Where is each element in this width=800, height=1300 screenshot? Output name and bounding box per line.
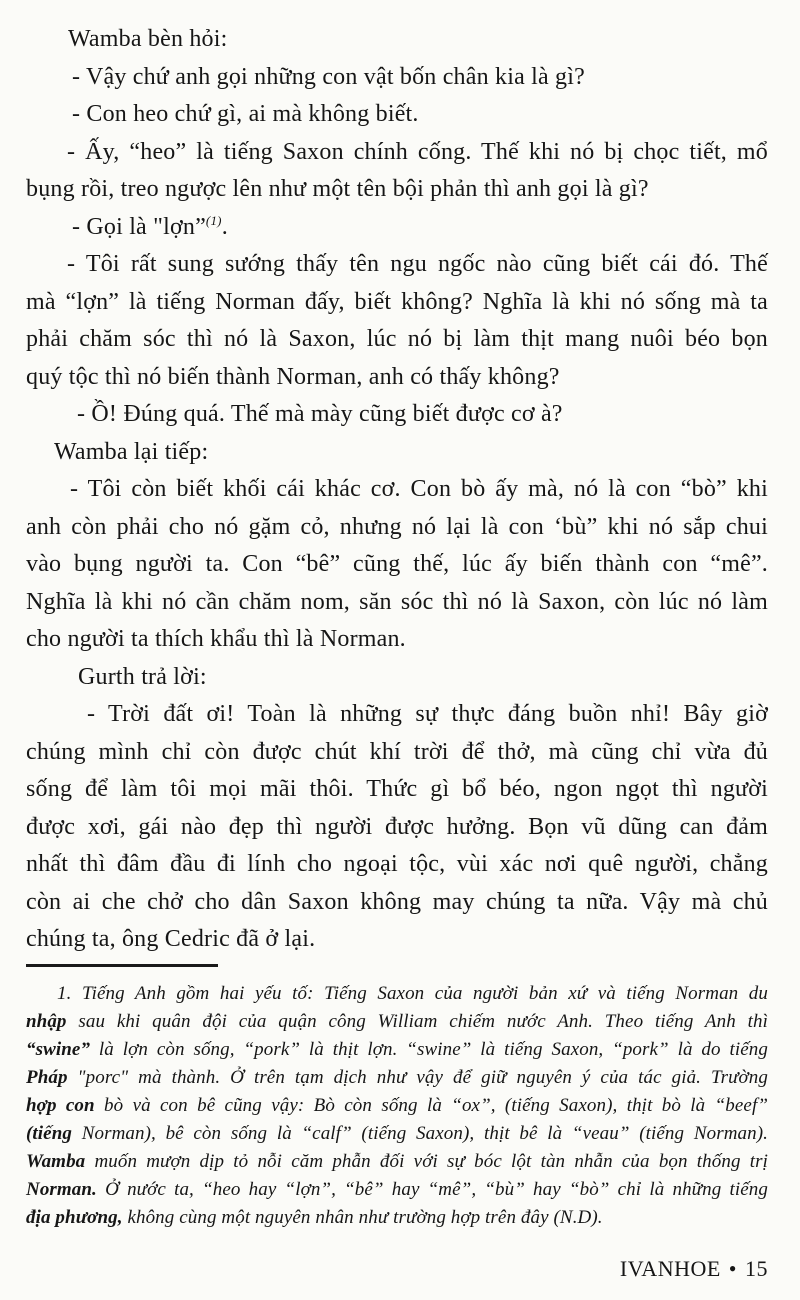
footnote-line [26,980,768,1008]
page-content [26,21,768,1282]
footnote-line [26,1092,768,1120]
text-segment: - Gọi là "lợn” [72,213,206,240]
text-line: Gurth trả lời: [78,663,207,690]
text-line: được xơi, gái nào đẹp thì người được hưởng. Bọn vũ dũng can đảm [26,813,768,840]
page-number: 15 [745,1255,768,1281]
paragraph [26,696,768,959]
text-line: sống để làm tôi mọi mãi thôi. Thức gì bổ béo, ngon ngọt thì người [26,776,768,802]
footnote-line-text: là lợn còn sống, “pork” là thịt lợn. “swine” là tiếng Saxon, “pork” là do tiếng [90,1038,768,1060]
text-line: - Con heo chứ gì, ai mà không biết. [72,101,419,127]
text-line: nhất thì đâm đầu đi lính cho ngoại tộc, vùi xác nơi quê người, chẳng [26,851,768,877]
footnote-line-text: 1. Tiếng Anh gồm hai yếu tố: Tiếng Saxon của người bản xứ và tiếng Norman du [57,982,768,1004]
text-line: Wamba lại tiếp: [54,438,209,465]
text-line: Wamba bèn hỏi: [68,26,228,52]
paragraph [26,396,768,434]
footnote [26,980,768,1232]
footnote-line-bold-start: Pháp [26,1066,68,1088]
footnote-line-text: "porc" mà thành. Ở trên tạm dịch như vậy để giữ nguyên ý của tác giả. Trường [67,1066,768,1088]
text-line [26,209,768,247]
footnote-line [26,1064,768,1092]
paragraph [26,659,768,697]
text-line: - Tôi còn biết khối cái khác cơ. Con bò ấy mà, nó là con “bò” khi [70,476,768,502]
footnote-ref-superscript: (1) [205,212,222,228]
footnote-line-bold-start: hợp con [26,1094,95,1116]
footnote-line-text: Ở nước ta, “heo hay “lợn”, “bê” hay “mê”, “bù” hay “bò” chỉ là những tiếng [96,1178,768,1200]
footnote-line-bold-start: địa phương, [26,1206,123,1228]
footnote-line-text: muốn mượn dịp tỏ nỗi căm phẫn đối với sự bóc lột tàn nhẫn của bọn thống trị [85,1150,768,1172]
text-line: Nghĩa là khi nó cần chăm nom, săn sóc thì nó là Saxon, còn lúc nó làm [26,588,768,615]
footnote-line-text: sau khi quân đội của quận công William chiếm nước Anh. Theo tiếng Anh thì [66,1010,768,1032]
page-footer [26,1256,768,1282]
footnote-line [26,1120,768,1148]
text-line: cho người ta thích khẩu thì là Norman. [26,626,406,652]
footnote-line-text: bò và con bê cũng vậy: Bò còn sống là “ox”, (tiếng Saxon), thịt bò là “beef” [94,1094,768,1116]
paragraph [26,96,768,134]
footnote-line [26,1036,768,1064]
text-line: - Tôi rất sung sướng thấy tên ngu ngốc nào cũng biết cái đó. Thế [67,251,768,277]
text-line: anh còn phải cho nó gặm cỏ, nhưng nó lại là con ‘bù” khi nó sắp chui [26,513,768,540]
paragraph [26,209,768,247]
paragraph [26,134,768,209]
text-line: mà “lợn” là tiếng Norman đấy, biết không? Nghĩa là khi nó sống mà ta [26,288,768,315]
footnote-line [26,1008,768,1036]
footnote-separator-rule [26,964,218,967]
text-line: chúng ta, ông Cedric đã ở lại. [26,926,316,952]
text-line: - Vậy chứ anh gọi những con vật bốn chân kia là gì? [72,63,585,90]
footnote-line-bold-start: Wamba [26,1150,86,1172]
body-text [26,21,768,959]
paragraph [26,59,768,97]
paragraph [26,434,768,472]
paragraph [26,471,768,659]
footnote-line-bold-start: Norman. [26,1178,97,1200]
text-line: vào bụng người ta. Con “bê” cũng thế, lúc ấy biến thành con “mê”. [26,551,768,577]
footnote-line-bold-start: “swine” [26,1038,91,1060]
footnote-line-bold-start: (tiếng [26,1122,72,1144]
footnote-line [26,1148,768,1176]
footnote-line [26,1204,768,1232]
footnote-line [26,1176,768,1204]
text-line: chúng mình chỉ còn được chút khí trời để thở, mà cũng chỉ vừa đủ [26,738,768,765]
footnote-line-text: Norman), bê còn sống là “calf” (tiếng Saxon), thịt bê là “veau” (tiếng Norman). [72,1122,768,1144]
footnote-line-text: không cùng một nguyên nhân như trường hợp trên đây (N.D). [122,1206,603,1228]
text-line: còn ai che chở cho dân Saxon không may chúng ta nữa. Vậy mà chủ [26,888,768,915]
paragraph [26,246,768,396]
book-title: IVANHOE [619,1255,721,1281]
footnote-line-bold-start: nhập [26,1010,67,1032]
text-line: - Trời đất ơi! Toàn là những sự thực đáng buồn nhỉ! Bây giờ [87,701,768,727]
text-line: - Ấy, “heo” là tiếng Saxon chính cống. Thế khi nó bị chọc tiết, mổ [67,138,768,165]
text-line: bụng rồi, treo ngược lên như một tên bội phản thì anh gọi là gì? [26,176,649,202]
text-line: phải chăm sóc thì nó là Saxon, lúc nó bị làm thịt mang nuôi béo bọn [26,326,768,352]
text-line: - Ồ! Đúng quá. Thế mà mày cũng biết được cơ à? [77,401,563,427]
paragraph [26,21,768,59]
text-segment: . [221,213,228,240]
footer-bullet: • [728,1255,737,1281]
text-line: quý tộc thì nó biến thành Norman, anh có thấy không? [26,363,560,390]
